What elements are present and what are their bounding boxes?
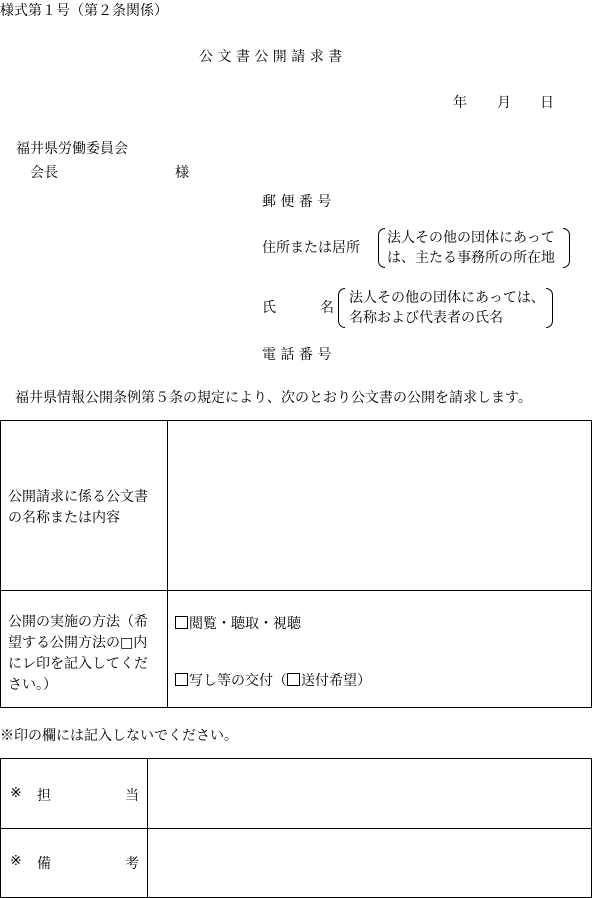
name-note [349, 288, 545, 328]
charge-label-a: 担 [37, 788, 51, 804]
name-note-line1: 法人その他の団体にあっては、 [349, 290, 545, 306]
remarks-label-b: 考 [125, 856, 139, 872]
date-month-label: 月 [497, 95, 511, 111]
form-number: 様式第１号（第２条関係） [0, 3, 168, 19]
name-note-left-paren [338, 288, 345, 328]
remarks-label-a: 備 [37, 856, 51, 872]
disclosure-method-label-line1: 公開の実施の方法（希 [8, 614, 148, 630]
addressee-organization: 福井県労働委員会 [16, 141, 128, 157]
address-note-left-paren [378, 228, 385, 268]
disclosure-method-label [8, 612, 148, 696]
charge-field[interactable] [150, 761, 588, 825]
name-label-first: 氏 [262, 300, 276, 316]
option-copy-label: 写し等の交付（ [189, 673, 287, 689]
remarks-field[interactable] [150, 831, 588, 894]
document-name-field[interactable] [170, 423, 588, 588]
date-day-label: 日 [540, 95, 554, 111]
name-note-right-paren [546, 288, 553, 328]
document-title: 公 文 書 公 開 請 求 書 [199, 49, 343, 65]
name-label-second: 名 [320, 300, 334, 316]
postal-code-label: 郵 便 番 号 [262, 194, 332, 210]
name-note-line2: 名称および代表者の氏名 [349, 310, 503, 326]
charge-mark: ※ [10, 785, 22, 801]
document-name-label [8, 487, 148, 529]
option-mail-label: 送付希望） [301, 673, 371, 689]
address-note-line2: は、主たる事務所の所在地 [387, 250, 555, 266]
disclosure-method-label-line2: 望する公開方法の□内 [8, 635, 148, 651]
addressee-honorific: 様 [175, 165, 189, 181]
addressee-chair: 会長 [30, 165, 58, 181]
mail-delivery-checkbox[interactable] [287, 673, 300, 686]
address-note-line1: 法人その他の団体にあって [387, 230, 555, 246]
date-year-label: 年 [453, 95, 467, 111]
phone-number-label: 電 話 番 号 [262, 347, 332, 363]
note-text: ※印の欄には記入しないでください。 [0, 728, 238, 744]
option-copy [175, 670, 371, 690]
remarks-mark: ※ [10, 853, 22, 869]
option-viewing [175, 613, 301, 633]
request-statement: 福井県情報公開条例第５条の規定により、次のとおり公文書の公開を請求します。 [15, 390, 532, 406]
address-note [387, 228, 555, 268]
disclosure-method-label-line4: さい。） [8, 677, 57, 693]
viewing-checkbox[interactable] [175, 616, 188, 629]
charge-label-b: 当 [125, 788, 139, 804]
address-note-right-paren [563, 228, 570, 268]
option-viewing-label: 閲覧・聴取・視聴 [189, 616, 301, 632]
copy-checkbox[interactable] [175, 673, 188, 686]
disclosure-method-label-line3: にレ印を記入してくだ [8, 656, 148, 672]
document-name-label-line1: 公開請求に係る公文書 [8, 489, 148, 505]
document-name-label-line2: の名称または内容 [8, 510, 120, 526]
address-label: 住所または居所 [262, 240, 360, 256]
